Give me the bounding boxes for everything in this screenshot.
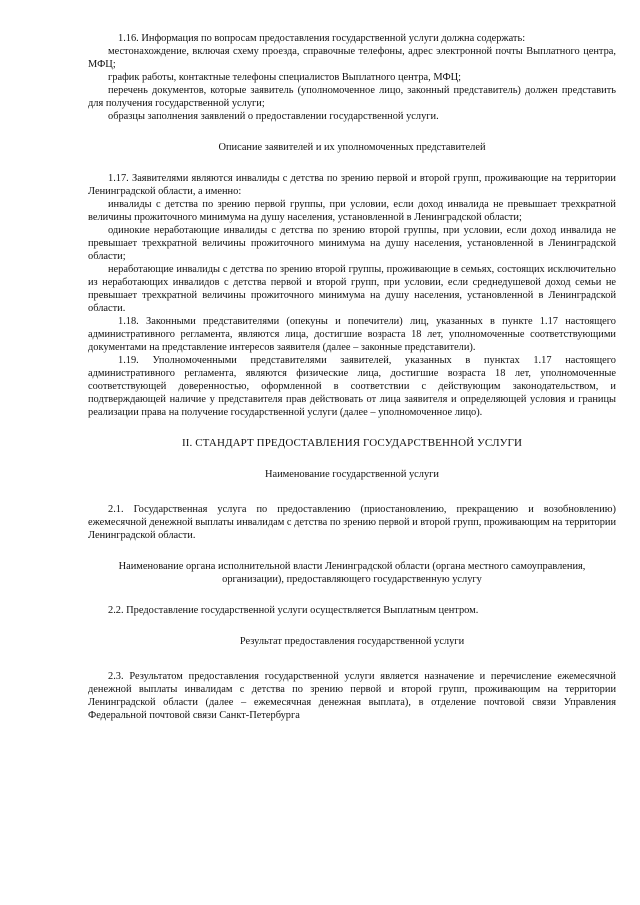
paragraph-1-17-first-group: инвалиды с детства по зрению первой группы, при условии, если доход инвалида не превышает трехкратной величины прожиточного минимума на душу населения, установленной в Ленинградской области; xyxy=(88,199,616,223)
paragraph-1-18: 1.18. Законными представителями (опекуны и попечители) лиц, указанных в пункте 1.17 настоящего административного регламента, являются лица, достигшие возраста 18 лет, уполномоченные соответствующими документами на представление интересов заявителя (далее – законные представители). xyxy=(88,316,616,353)
paragraph-1-16-documents: перечень документов, которые заявитель (уполномоченное лицо, законный представитель) должен представить для получения государственной услуги; xyxy=(88,85,616,109)
paragraph-1-16: 1.16. Информация по вопросам предоставления государственной услуги должна содержать: xyxy=(118,33,526,44)
paragraph-1-16-location: местонахождение, включая схему проезда, справочные телефоны, адрес электронной почты Выплатного центра, МФЦ; xyxy=(88,46,616,70)
paragraph-1-16-samples: образцы заполнения заявлений о предоставлении государственной услуги. xyxy=(108,111,439,122)
paragraph-1-17-single-second-group: одинокие неработающие инвалиды с детства по зрению второй группы, при условии, если доход инвалида не превышает трехкратной величины прожиточного минимума на душу населения, установленной в Ленинградской области; xyxy=(88,225,616,262)
heading-result: Результат предоставления государственной услуги xyxy=(239,636,465,647)
paragraph-1-17: 1.17. Заявителями являются инвалиды с детства по зрению первой и второй групп, проживающие на территории Ленинградской области, а именно: xyxy=(88,173,616,197)
paragraph-2-3: 2.3. Результатом предоставления государственной услуги является назначение и перечисление ежемесячной денежной выплаты инвалидам с детства по зрению первой и второй групп, проживающим на территории Ленинградской области (далее – ежемесячная денежная выплата), в отделение почтовой связи Управления Федеральной почтовой связи Санкт-Петербурга xyxy=(88,671,616,721)
paragraph-1-16-schedule: график работы, контактные телефоны специалистов Выплатного центра, МФЦ; xyxy=(108,72,462,83)
section-2-title: II. СТАНДАРТ ПРЕДОСТАВЛЕНИЯ ГОСУДАРСТВЕННОЙ УСЛУГИ xyxy=(181,437,523,449)
heading-authority: Наименование органа исполнительной власти Ленинградской области (органа местного самоуправления, организации), предоставляющего государственную услугу xyxy=(118,561,586,585)
heading-applicants: Описание заявителей и их уполномоченных представителей xyxy=(218,142,486,153)
paragraph-2-2: 2.2. Предоставление государственной услуги осуществляется Выплатным центром. xyxy=(108,605,479,616)
paragraph-1-19: 1.19. Уполномоченными представителями заявителей, указанных в пунктах 1.17 настоящего административного регламента, являются физические лица, достигшие возраста 18 лет, уполномоченные соответствующей доверенностью, оформленной в соответствии с действующим законодательством, и подтверждающей наличие у представителя прав действовать от лица заявителя и определяющей условия и границы реализации права на получение государственной услуги (далее – уполномоченное лицо). xyxy=(88,355,616,418)
paragraph-1-17-families-second-group: неработающие инвалиды с детства по зрению второй группы, проживающие в семьях, состоящих исключительно из неработающих инвалидов с детства первой и второй групп, при условии, если среднедушевой доход семьи не превышает трехкратной величины прожиточного минимума на душу населения, установленной в Ленинградской области. xyxy=(88,264,616,314)
paragraph-2-1: 2.1. Государственная услуга по предоставлению (приостановлению, прекращению и возобновлению) ежемесячной денежной выплаты инвалидам с детства по зрению первой и второй групп, проживающим на территории Ленинградской области. xyxy=(88,504,617,541)
heading-service-name: Наименование государственной услуги xyxy=(265,469,439,480)
